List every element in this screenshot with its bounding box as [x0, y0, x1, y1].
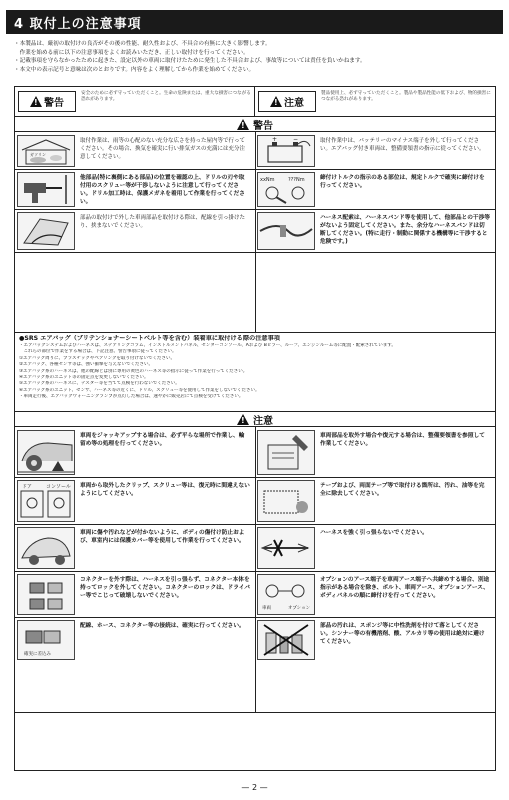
- srs-line: ・車両走行後、エアバッグウォーニングランプが点灯した場合は、速やかに販売店にて点検を受けてください。: [19, 394, 244, 400]
- svg-text:−: −: [293, 136, 299, 143]
- section-title: 4 取付上の注意事項: [14, 16, 142, 32]
- caution-tag-label: 注意: [284, 98, 304, 109]
- warning-legend-text: 安全のために必ず守っていただくこと。生命の危険または、重大な損害につながる恐れがあります。: [81, 91, 251, 103]
- cleaning-illustration: [257, 620, 315, 660]
- cover-illustration: [17, 527, 75, 569]
- garage-illustration: [17, 135, 75, 167]
- intro-line: 作業を始める前に以下の注意事項をよくお読みいただき、正しい取付けを行ってください。: [14, 49, 249, 56]
- harness-pull-icon: [258, 528, 314, 568]
- warning-text: 締付けトルクの指示のある部位は、規定トルクで確実に締付けを行ってください。: [320, 175, 485, 189]
- car-jack-icon: [18, 431, 74, 474]
- srs-line: ⑥エアバッグ系のユニット、センサ、ハーネス等の近くに、ドリル、スクリュー等を使用して作業をしないでください。: [19, 387, 260, 393]
- caution-cell-tape: [255, 478, 495, 524]
- caution-triangle-icon: [237, 414, 249, 425]
- car-cover-icon: [18, 528, 74, 568]
- caution-cell-jack: [15, 428, 255, 477]
- caution-text: オプションのアース端子を車両アース端子へ共締めする場合、別途指示がある場合を除き、ボルト、車両アース、オプションアース、ボディパネルの順に締付けを行ってください。: [320, 577, 490, 599]
- caution-text: コネクターを外す際は、ハーネスを引っ張らず、コネクター本体を持ってロックを外してください。コネクターのロックは、ドライバー等でこじって破壊しないでください。: [80, 577, 250, 599]
- book-icon: [258, 431, 314, 474]
- srs-line: ③エアバッグ系のハーネスは、他の配線とは別に専用の黄色のハーネス等の指示に従って作業を行ってください。: [19, 368, 248, 374]
- caution-cell-connector: [15, 572, 255, 617]
- panel-icon: [18, 213, 74, 249]
- drill-icon: [18, 173, 74, 206]
- caution-text: ハーネスを強く引っ張らないでください。: [320, 530, 428, 536]
- pull-illustration: [257, 527, 315, 569]
- caution-section-label: 注意: [253, 415, 273, 427]
- caution-text: テープおよび、両面テープ等で取付ける箇所は、汚れ、油等を完全に除去してください。: [320, 483, 485, 497]
- warning-legend: [15, 87, 255, 117]
- torque-illustration: [257, 172, 315, 207]
- srs-line: これらの部位で作業をする場合は、下記注意、警告事項に従ってください。: [19, 349, 177, 355]
- section-title-bar: [6, 10, 503, 34]
- caution-text: 部品の汚れは、スポンジ等に中性洗剤を付けて落としてください。シンナー等の有機溶剤、酸、アルカリ等の使用は絶対に避けてください。: [320, 623, 485, 645]
- srs-line: ④エアバッグ系のユニット等の固定点を変更しないでください。: [19, 375, 149, 381]
- caution-tag: [258, 91, 316, 112]
- caution-cell-pull: [255, 525, 495, 571]
- warning-text: 取付作業中は、バッテリーのマイナス端子を外して行ってください。エアバッグ付き車両は、整備要領書の指示に従ってください。: [320, 138, 485, 152]
- warning-tag: [18, 91, 76, 112]
- warning-cell-harness: [255, 210, 495, 252]
- svg-text:オプション: オプション: [288, 606, 311, 611]
- caution-legend: [255, 87, 495, 117]
- warning-cell-drilling: [15, 170, 255, 209]
- caution-legend-text: 製品使用上、必ず守っていただくこと。製品や製品性能の低下および、物的損害につながる恐れがあります。: [321, 91, 491, 103]
- caution-text: 車両に傷や汚れなどが付かないように、ボディの傷付け防止および、車室内には保護カバー等を使用して作業を行ってください。: [80, 530, 245, 544]
- intro-line: ・本文中の表示記号と意味は次のとおりです。内容をよく理解してから作業を始めてください。: [14, 66, 255, 73]
- warning-section-heading: [15, 117, 495, 132]
- warning-tag-label: 警告: [44, 98, 64, 109]
- wrench-icon: [258, 173, 314, 206]
- srs-title: ●SRS エアバッグ（プリテンショナーシートベルト等を含む）装着車に取付ける際の注意事項: [19, 335, 280, 342]
- caution-cell-cleaning: [255, 618, 495, 712]
- caution-section-heading: [15, 412, 495, 427]
- tape-illustration: [257, 480, 315, 522]
- grid-divider: [15, 332, 495, 333]
- svg-text:???Nm: ???Nm: [288, 177, 305, 183]
- connector-icon: [18, 575, 74, 614]
- srs-line: ⑤エアバッグ系のハーネスに、テスター等を当てて点検を行わないでください。: [19, 381, 180, 387]
- warning-text: ハーネス配索は、ハーネスバンド等を使用して、他部品との干渉等がないよう固定してください。また、余分なハーネスバンドは切断してください。(特に走行・制動に関係する機構等に干渉すると危険です。): [320, 215, 490, 245]
- intro-notes: [14, 40, 494, 74]
- svg-text:xxNm: xxNm: [260, 177, 275, 183]
- spray-bottle-icon: [258, 621, 314, 659]
- warning-cell-reinstall: [15, 210, 255, 252]
- warning-text: 取付作業は、雨等の心配のない充分な広さを持った屋内等で行ってください。その場合、換気を確実に行い排気ガスの充満には充分注意してください。: [80, 138, 246, 160]
- caution-triangle-icon: [270, 96, 282, 107]
- svg-text:車両: 車両: [262, 606, 271, 611]
- clip-tray-icon: [18, 481, 74, 521]
- ground-illustration: [257, 574, 315, 615]
- warning-text: 他部品(特に裏側にある部品)の位置を確認の上、ドリルの刃や取付用のスクリュー等が干渉しないように注意して行ってください。ドリル加工時は、保護メガネを着用して作業を行ってください。: [80, 175, 245, 205]
- svg-text:コンソール: コンソール: [46, 484, 71, 490]
- caution-cell-ground: [255, 572, 495, 617]
- svg-text:+: +: [272, 136, 278, 143]
- caution-text: 配線、ホース、コネクター等の接続は、確実に行ってください。: [80, 623, 245, 629]
- caution-text: 車両から取外したクリップ、スクリュー等は、復元時に間違えないようにしてください。: [80, 483, 250, 497]
- plug-in-icon: [18, 621, 74, 659]
- caution-cell-cover: [15, 525, 255, 571]
- caution-cell-clips: [15, 478, 255, 524]
- svg-text:ガソリン: ガソリン: [30, 152, 46, 157]
- clips-illustration: [17, 480, 75, 522]
- srs-line: ②エアバッグ、各種センサ等は、強い衝撃を与えないでください。: [19, 362, 153, 368]
- svg-text:確実に差込み: 確実に差込み: [24, 652, 51, 657]
- grid-divider: [15, 252, 495, 253]
- caution-cell-manual: [255, 428, 495, 477]
- wiring-illustration: [17, 620, 75, 660]
- warning-section-label: 警告: [253, 120, 273, 132]
- warning-triangle-icon: [237, 119, 249, 130]
- svg-text:ドア: ドア: [22, 484, 32, 490]
- page-number: — 2 —: [241, 783, 268, 792]
- harness-illustration: [257, 212, 315, 250]
- caution-cell-wiring: [15, 618, 255, 712]
- srs-line: ・エアバッグシステムおよびハーネスは、ステアリングコラム、インストルメントパネル、センターコンソール、Aおよび Bピラー、ルーフ、エンジンルーム等に配置・配索されています。: [19, 343, 396, 348]
- warning-triangle-icon: [30, 96, 42, 107]
- tape-icon: [258, 481, 314, 521]
- notice-frame: [14, 86, 496, 771]
- symbol-legend: [15, 87, 495, 117]
- drill-illustration: [17, 172, 75, 207]
- parts-illustration: [17, 212, 75, 250]
- ground-terminal-icon: [258, 575, 314, 614]
- srs-airbag-notes: [19, 335, 493, 401]
- battery-icon: [258, 136, 314, 166]
- caution-text: 車両をジャッキアップする場合は、必ず平らな場所で作業し、輪留め等の処理を行ってください。: [80, 433, 245, 447]
- connector-illustration: [17, 574, 75, 615]
- manual-illustration: [257, 430, 315, 475]
- intro-line: ・本製品は、厳初の取付けの良否がその後の性能、耐久性および、不具合の有無に大きく影響します。: [14, 41, 271, 47]
- warning-cell-battery: [255, 133, 495, 169]
- intro-line: ・記載事項を守らなかったために起きた、設定以外の車両に取付けたために発生した不具合および、事故等については責任を負いかねます。: [14, 58, 366, 65]
- warning-cell-ventilation: [15, 133, 255, 169]
- battery-illustration: [257, 135, 315, 167]
- caution-text: 車両部品を取外す場合や復元する場合は、整備要領書を参照して作業してください。: [320, 433, 485, 447]
- jack-illustration: [17, 430, 75, 475]
- grid-divider: [15, 712, 495, 713]
- harness-band-icon: [258, 213, 314, 249]
- warning-text: 部品の取付けで外した車両部品を取付ける際は、配線を引っ掛けたり、挟まないでください。: [80, 215, 246, 229]
- warning-cell-torque: [255, 170, 495, 209]
- garage-icon: [18, 136, 74, 166]
- srs-line: ①エアバッグ周りに、プラスチックやベアリングを取り付けないでください。: [19, 355, 176, 361]
